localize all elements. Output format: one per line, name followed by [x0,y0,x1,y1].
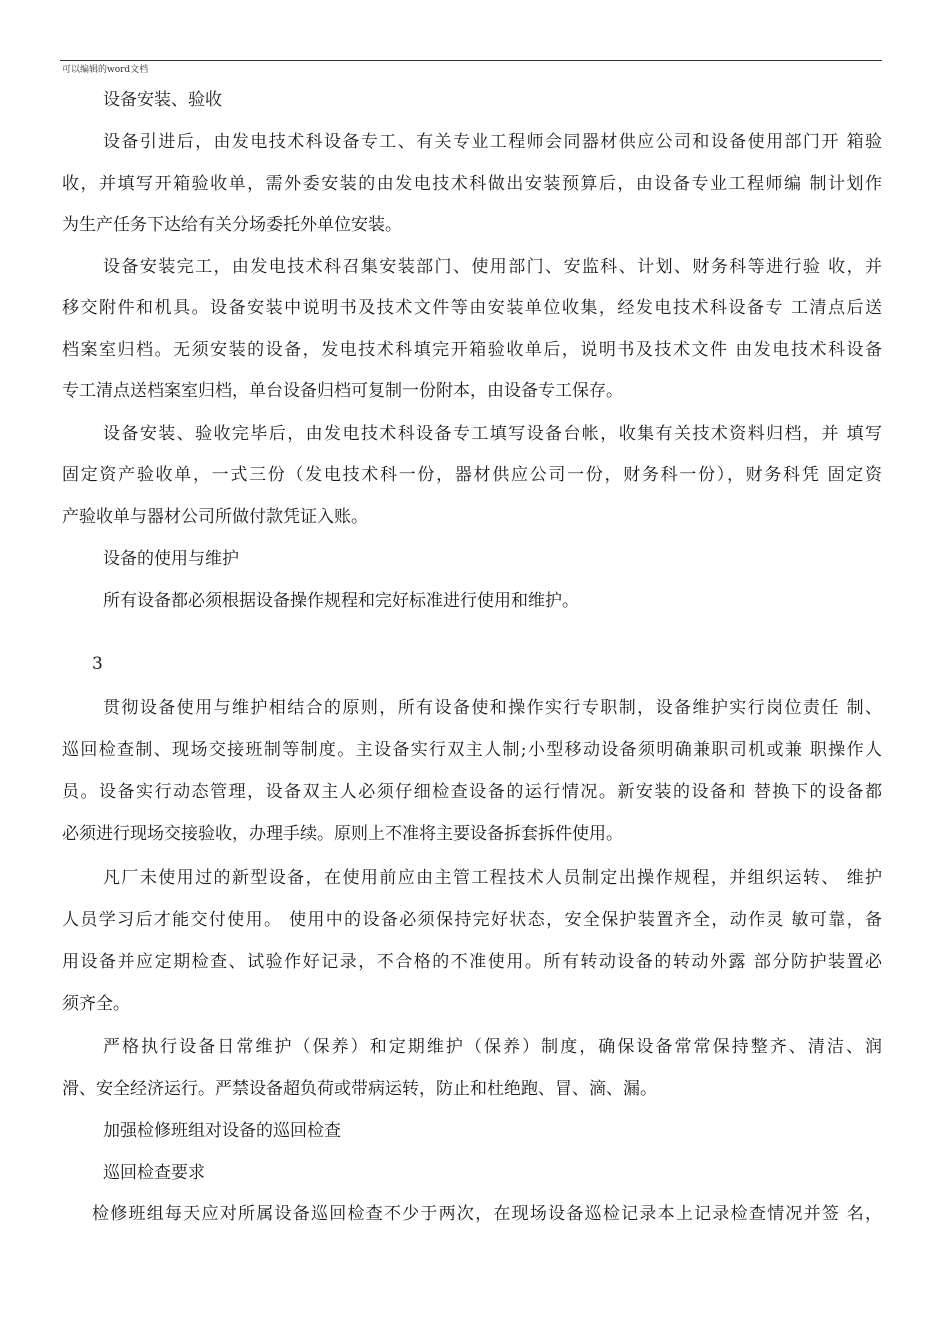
paragraph-line: 档案室归档。无须安装的设备，发电技术科填完开箱验收单后，说明书及技术文件 由发电技术科设备 [62,340,882,360]
section-heading: 设备的使用与维护 [103,549,239,569]
paragraph-line: 检修班组每天应对所属设备巡回检查不少于两次，在现场设备巡检记录本上记录检查情况并签 名， [92,1204,882,1224]
paragraph-line: 员。设备实行动态管理，设备双主人必须仔细检查设备的运行情况。新安装的设备和 替换下的设备都 [62,782,882,802]
paragraph-line: 设备安装、验收完毕后，由发电技术科设备专工填写设备台帐，收集有关技术资料归档，并 填写 [103,424,882,444]
paragraph-line: 贯彻设备使用与维护相结合的原则，所有设备使和操作实行专职制，设备维护实行岗位责任 制、 [103,698,882,718]
paragraph-line: 移交附件和机具。设备安装中说明书及技术文件等由安装单位收集，经发电技术科设备专 工清点后送 [62,298,882,318]
section-heading: 加强检修班组对设备的巡回检查 [103,1121,341,1141]
page-header: 可以编辑的word文档 [62,65,149,75]
header-rule [60,60,882,61]
paragraph-line: 用设备并应定期检查、试验作好记录，不合格的不准使用。所有转动设备的转动外露 部分防护装置必 [62,952,882,972]
paragraph-line: 滑、安全经济运行。严禁设备超负荷或带病运转，防止和杜绝跑、冒、滴、漏。 [62,1079,657,1099]
paragraph-line: 固定资产验收单，一式三份（发电技术科一份，器材供应公司一份，财务科一份），财务科凭 固定资 [62,465,882,485]
page-number: 3 [92,654,103,674]
paragraph-line: 为生产任务下达给有关分场委托外单位安装。 [62,215,402,235]
paragraph-line: 专工清点送档案室归档，单台设备归档可复制一份附本，由设备专工保存。 [62,381,623,401]
paragraph-line: 严格执行设备日常维护（保养）和定期维护（保养）制度，确保设备常常保持整齐、清洁、润 [103,1037,882,1057]
paragraph-line: 设备安装完工，由发电技术科召集安装部门、使用部门、安监科、计划、财务科等进行验 收，并 [103,257,882,277]
paragraph-line: 凡厂未使用过的新型设备，在使用前应由主管工程技术人员制定出操作规程，并组织运转、 维护 [103,868,882,888]
paragraph-line: 收，并填写开箱验收单，需外委安装的由发电技术科做出安装预算后，由设备专业工程师编 制计划作 [62,174,882,194]
paragraph-line: 巡回检查制、现场交接班制等制度。主设备实行双主人制;小型移动设备须明确兼职司机或兼 职操作人 [62,740,882,760]
section-heading: 设备安装、验收 [103,90,222,110]
paragraph-line: 设备引进后，由发电技术科设备专工、有关专业工程师会同器材供应公司和设备使用部门开 箱验 [103,132,882,152]
paragraph-line: 人员学习后才能交付使用。 使用中的设备必须保持完好状态，安全保护装置齐全，动作灵 敏可靠，备 [62,910,882,930]
paragraph-line: 所有设备都必须根据设备操作规程和完好标准进行使用和维护。 [103,591,579,611]
paragraph-line: 产验收单与器材公司所做付款凭证入账。 [62,507,368,527]
paragraph-line: 须齐全。 [62,994,130,1014]
paragraph-line: 必须进行现场交接验收，办理手续。原则上不准将主要设备拆套拆件使用。 [62,824,623,844]
subsection-heading: 巡回检查要求 [103,1163,205,1183]
